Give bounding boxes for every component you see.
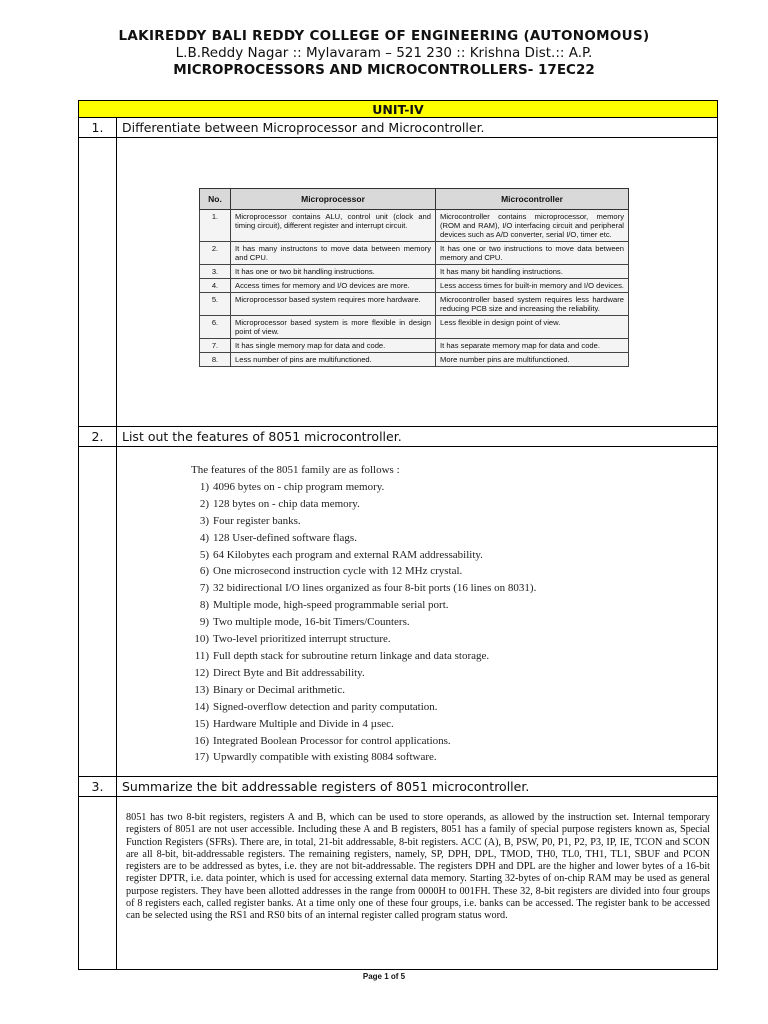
microprocessor-cell: Access times for memory and I/O devices are more. [231, 279, 436, 293]
feature-number: 16) [194, 734, 209, 747]
feature-item [191, 733, 536, 750]
feature-text: Integrated Boolean Processor for control applications. [213, 734, 451, 747]
feature-number: 3) [199, 514, 209, 527]
feature-item [191, 682, 536, 699]
feature-number: 15) [194, 717, 209, 730]
feature-item [191, 648, 536, 665]
feature-item [191, 665, 536, 682]
feature-number: 5) [199, 548, 209, 561]
feature-item [191, 530, 536, 547]
feature-item [191, 580, 536, 597]
features-list [191, 462, 536, 766]
features-intro: The features of the 8051 family are as follows : [191, 464, 400, 476]
question-number: 2. [79, 427, 117, 446]
row-number: 2. [200, 242, 231, 265]
feature-text: Four register banks. [213, 514, 301, 527]
feature-text: Binary or Decimal arithmetic. [213, 683, 345, 696]
question-row-1 [79, 118, 717, 138]
feature-text: Signed-overflow detection and parity computation. [213, 700, 438, 713]
question-text: Differentiate between Microprocessor and Microcontroller. [122, 120, 485, 135]
microprocessor-cell: It has single memory map for data and code. [231, 339, 436, 353]
microprocessor-cell: It has one or two bit handling instructions. [231, 265, 436, 279]
answer-row-1 [79, 138, 717, 427]
row-number: 3. [200, 265, 231, 279]
question-row-2 [79, 427, 717, 447]
question-number: 3. [79, 777, 117, 796]
course-title: MICROPROCESSORS AND MICROCONTROLLERS- 17EC22 [173, 62, 595, 78]
row-number: 1. [200, 210, 231, 242]
feature-text: 128 User-defined software flags. [213, 531, 357, 544]
feature-number: 6) [199, 565, 209, 578]
feature-number: 11) [194, 649, 209, 662]
feature-text: Upwardly compatible with existing 8084 software. [213, 751, 437, 764]
feature-item [191, 699, 536, 716]
feature-number: 10) [194, 633, 209, 646]
microprocessor-cell: It has many instructons to move data between memory and CPU. [231, 242, 436, 265]
comparison-row [200, 339, 629, 353]
feature-text: Full depth stack for subroutine return linkage and data storage. [213, 649, 490, 662]
comparison-header-row [200, 189, 629, 210]
comparison-row [200, 353, 629, 367]
header-microcontroller: Microcontroller [436, 189, 629, 210]
microcontroller-cell: Microcontroller contains microprocessor, memory (ROM and RAM), I/O interfacing circuit and peripheral devices such as A/D converter, serial I/O, timer etc. [436, 210, 629, 242]
feature-item [191, 614, 536, 631]
feature-number: 13) [194, 683, 209, 696]
feature-item [191, 479, 536, 496]
microprocessor-cell: Microprocessor contains ALU, control unit (clock and timing circuit), different register and interrupt circuit. [231, 210, 436, 242]
feature-text: 128 bytes on - chip data memory. [213, 497, 360, 510]
feature-text: Multiple mode, high-speed programmable serial port. [213, 599, 449, 612]
comparison-row [200, 265, 629, 279]
feature-item [191, 631, 536, 648]
row-number: 4. [200, 279, 231, 293]
microcontroller-cell: Less access times for built-in memory and I/O devices. [436, 279, 629, 293]
feature-item [191, 513, 536, 530]
feature-text: Hardware Multiple and Divide in 4 µsec. [213, 717, 394, 730]
comparison-row [200, 210, 629, 242]
header-no: No. [200, 189, 231, 210]
page-number: Page 1 of 5 [362, 972, 406, 981]
feature-number: 1) [199, 480, 209, 493]
feature-number: 8) [199, 599, 209, 612]
microcontroller-cell: It has separate memory map for data and code. [436, 339, 629, 353]
feature-text: 32 bidirectional I/O lines organized as four 8-bit ports (16 lines on 8031). [213, 582, 537, 595]
feature-item [191, 716, 536, 733]
row-number: 6. [200, 316, 231, 339]
feature-number: 14) [194, 700, 209, 713]
question-text: List out the features of 8051 microcontroller. [122, 429, 402, 444]
college-name: LAKIREDDY BALI REDDY COLLEGE OF ENGINEERING (AUTONOMOUS) [118, 28, 650, 44]
microprocessor-cell: Microprocessor based system is more flexible in design point of view. [231, 316, 436, 339]
feature-number: 12) [194, 666, 209, 679]
feature-number: 17) [194, 751, 209, 764]
answer-paragraph: 8051 has two 8-bit registers, registers A and B, which can be used to store operands, as allowed by the instruction set. Internal temporary registers of 8051 are not user accessible. Including these A and B registers, 8051 has a family of special purpose registers known as, Special Function Registers (SFRs). There are, in total, 21-bit addressable, 8-bit registers. ACC (A), B, PSW, P0, P1, P2, P3, IP, IE, TCON and SCON are all 8-bit, bit-addressable registers. The remaining registers, namely, SP, DPH, DPL, TMOD, TH0, TL0, TH1, TL1, SBUF and PCON registers are to be addressed as bytes, i.e. they are not bit-addressable. The registers DPH and DPL are the higher and lower bytes of a 16-bit register DPTR, i.e. data pointer, which is used for accessing external data memory. Starting 32-bytes of on-chip RAM may be used as general purpose registers. They have been allotted addresses in the range from 0000H to 001FH. These 32, 8-bit registers are divided into four groups of 8 registers each, called register banks. At a time only one of these four groups, i.e. banks can be accessed. The register bank to be accessed can be selected using the RS1 and RS0 bits of an internal register called program status word. [126, 812, 710, 922]
question-text: Summarize the bit addressable registers of 8051 microcontroller. [122, 779, 530, 794]
microcontroller-cell: Less flexible in design point of view. [436, 316, 629, 339]
row-number: 5. [200, 293, 231, 316]
feature-item [191, 597, 536, 614]
microprocessor-cell: Less number of pins are multifunctioned. [231, 353, 436, 367]
microcontroller-cell: Microcontroller based system requires less hardware reducing PCB size and increasing the reliability. [436, 293, 629, 316]
row-number: 7. [200, 339, 231, 353]
row-number: 8. [200, 353, 231, 367]
microcontroller-cell: It has one or two instructions to move data between memory and CPU. [436, 242, 629, 265]
feature-item [191, 563, 536, 580]
feature-text: Two multiple mode, 16-bit Timers/Counters. [213, 616, 410, 629]
question-row-3 [79, 777, 717, 797]
feature-text: One microsecond instruction cycle with 12 MHz crystal. [213, 565, 463, 578]
comparison-row [200, 293, 629, 316]
header-microprocessor: Microprocessor [231, 189, 436, 210]
comparison-table [199, 188, 629, 367]
feature-item [191, 749, 536, 766]
microprocessor-cell: Microprocessor based system requires more hardware. [231, 293, 436, 316]
feature-text: Direct Byte and Bit addressability. [213, 666, 365, 679]
feature-number: 2) [199, 497, 209, 510]
unit-heading: UNIT-IV [79, 101, 717, 118]
feature-text: 4096 bytes on - chip program memory. [213, 480, 385, 493]
document-header [0, 28, 768, 79]
feature-text: 64 Kilobytes each program and external RAM addressability. [213, 548, 483, 561]
feature-item [191, 547, 536, 564]
answer-row-2 [79, 447, 717, 777]
microcontroller-cell: More number pins are multifunctioned. [436, 353, 629, 367]
comparison-row [200, 242, 629, 265]
comparison-row [200, 279, 629, 293]
feature-text: Two-level prioritized interrupt structure. [213, 633, 391, 646]
feature-number: 4) [199, 531, 209, 544]
microcontroller-cell: It has many bit handling instructions. [436, 265, 629, 279]
feature-number: 7) [199, 582, 209, 595]
comparison-row [200, 316, 629, 339]
feature-number: 9) [199, 616, 209, 629]
college-address: L.B.Reddy Nagar :: Mylavaram – 521 230 :: Krishna Dist.:: A.P. [175, 45, 593, 61]
question-number: 1. [79, 118, 117, 137]
feature-item [191, 496, 536, 513]
